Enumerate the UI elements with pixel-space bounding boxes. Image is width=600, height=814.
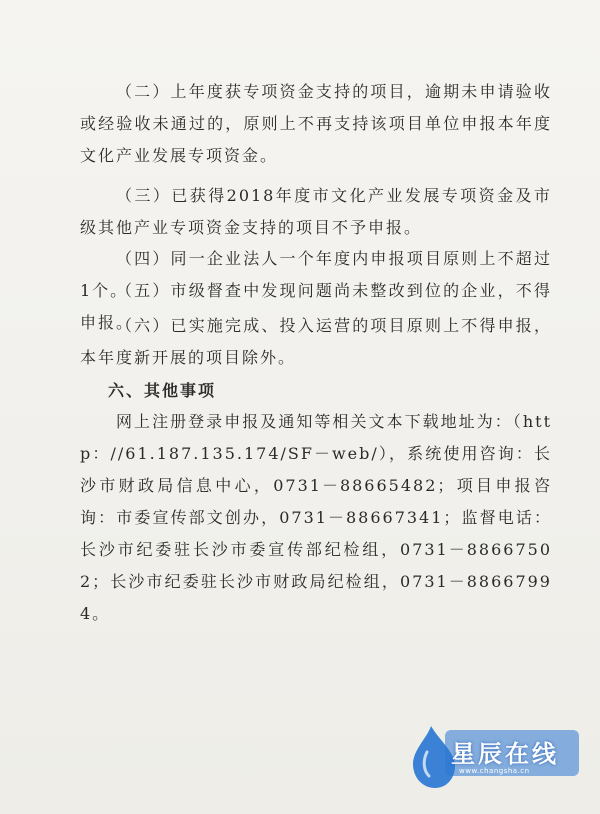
watermark-logo [405, 722, 585, 794]
contact-paragraph: 网上注册登录申报及通知等相关文本下载地址为：（http：//61.187.135.174/SF－web/），系统使用咨询：长沙市财政局信息中心，0731－88665482；项目申报咨询：市委宣传部文创办，0731－88667341；监督电话：长沙市纪委驻长沙市委宣传部纪检组，0731－88667502；长沙市纪委驻长沙市财政局纪检组，0731－88667994。 [80, 412, 552, 623]
paragraph-item-6: （六）已实施完成、投入运营的项目原则上不得申报，本年度新开展的项目除外。 [80, 316, 552, 367]
paragraph-item-3: （三）已获得2018年度市文化产业发展专项资金及市级其他产业专项资金支持的项目不予申报。 [80, 186, 552, 237]
watermark-url: www.changsha.cn [459, 767, 530, 775]
paragraph-item-5: （五）市级督查中发现问题尚未整改到位的企业，不得申报。 [80, 281, 552, 332]
paragraph-item-4: （四）同一企业法人一个年度内申报项目原则上不超过1个。 [80, 249, 552, 300]
watermark-name: 星辰在线 [451, 740, 559, 768]
section-heading: 六、其他事项 [108, 381, 217, 400]
paragraph-item-2: （二）上年度获专项资金支持的项目，逾期未申请验收或经验收未通过的，原则上不再支持该项目单位申报本年度文化产业发展专项资金。 [80, 82, 552, 165]
